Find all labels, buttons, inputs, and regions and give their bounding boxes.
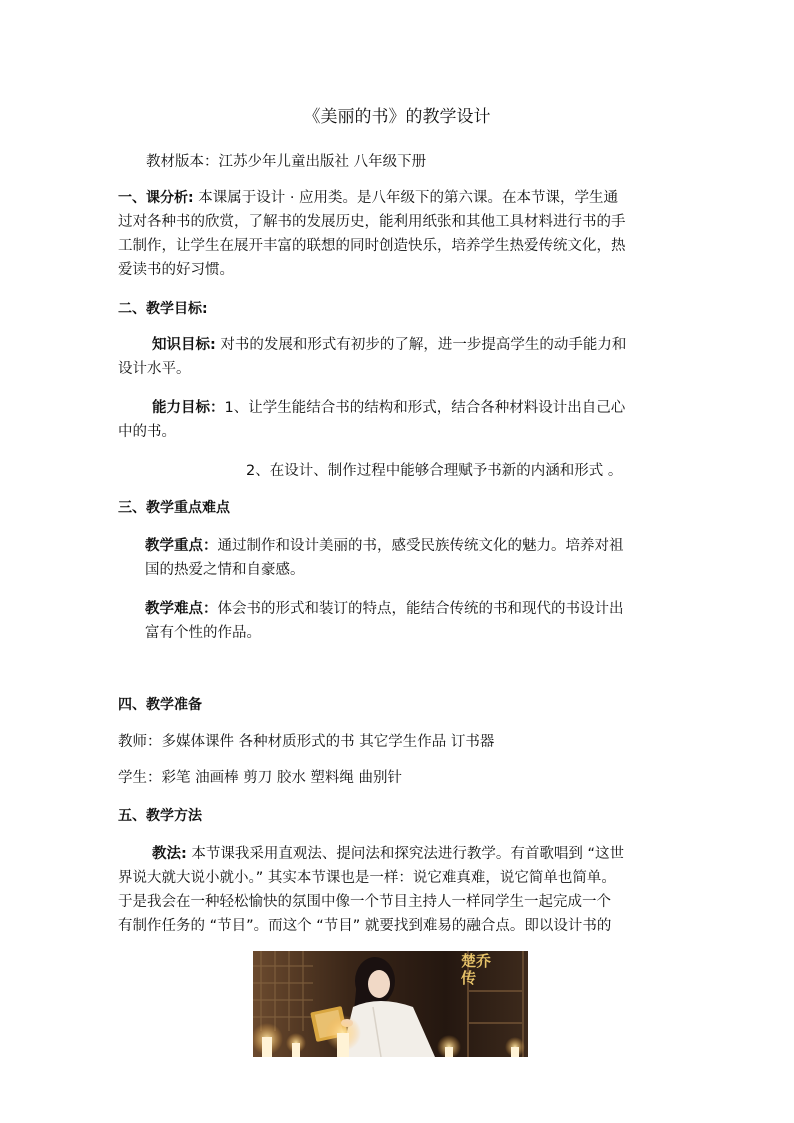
section-2-heading: 二、教学目标: <box>118 301 208 317</box>
difficulty-label: 教学难点： <box>145 601 218 617</box>
knowledge-goal-line-2: 设计水平。 <box>118 361 191 377</box>
section-1-heading: 一、课分析: <box>118 190 194 206</box>
section-4-heading: 四、教学准备 <box>118 697 202 713</box>
page-title: 《美丽的书》的教学设计 <box>303 107 491 127</box>
drama-logo-text: 楚乔传 <box>461 952 492 987</box>
ability-goal-2: 2、在设计、制作过程中能够合理赋予书新的内涵和形式 。 <box>246 463 623 479</box>
ability-goal-line-2: 中的书。 <box>118 424 176 440</box>
section-1-line-3: 工制作，让学生在展开丰富的联想的同时创造快乐，培养学生热爱传统文化，热 <box>118 238 626 254</box>
edition-line: 教材版本：江苏少年儿童出版社 八年级下册 <box>146 154 427 170</box>
method-text: 本节课我采用直观法、提问法和探究法进行教学。有首歌唱到 “这世 <box>191 846 625 862</box>
difficulty-line-1 <box>145 597 624 621</box>
ability-goal-label: 能力目标： <box>152 400 225 416</box>
key-point-label: 教学重点： <box>145 538 218 554</box>
method-line-1 <box>152 842 624 866</box>
method-line-2: 界说大就大说小就小。” 其实本节课也是一样：说它难真难，说它简单也简单。 <box>118 870 616 886</box>
section-1-line-2: 过对各种书的欣赏，了解书的发展历史，能利用纸张和其他工具材料进行书的手 <box>118 214 626 230</box>
key-point-text: 通过制作和设计美丽的书，感受民族传统文化的魅力。培养对祖 <box>217 538 624 554</box>
knowledge-goal-text: 对书的发展和形式有初步的了解，进一步提高学生的动手能力和 <box>220 337 627 353</box>
method-line-4: 有制作任务的 “节目”。而这个 “节目” 就要找到难易的融合点。即以设计书的 <box>118 918 612 934</box>
knowledge-goal-line-1 <box>152 333 626 357</box>
method-label: 教法: <box>152 846 187 862</box>
drama-still-image <box>253 951 528 1057</box>
section-5-heading: 五、教学方法 <box>118 808 202 824</box>
difficulty-line-2: 富有个性的作品。 <box>145 625 261 641</box>
key-point-line-2: 国的热爱之情和自豪感。 <box>145 562 305 578</box>
ability-goal-text: 1、让学生能结合书的结构和形式，结合各种材料设计出自己心 <box>224 400 626 416</box>
section-3-heading: 三、教学重点难点 <box>118 500 230 516</box>
difficulty-text: 体会书的形式和装订的特点，能结合传统的书和现代的书设计出 <box>217 601 624 617</box>
section-1-text: 本课属于设计 · 应用类。是八年级下的第六课。在本节课，学生通 <box>198 190 619 206</box>
student-materials: 学生：彩笔 油画棒 剪刀 胶水 塑料绳 曲别针 <box>118 770 403 786</box>
section-1-line-4: 爱读书的好习惯。 <box>118 262 234 278</box>
key-point-line-1 <box>145 534 624 558</box>
knowledge-goal-label: 知识目标: <box>152 337 216 353</box>
ability-goal-line-1 <box>152 396 625 420</box>
teacher-materials: 教师：多媒体课件 各种材质形式的书 其它学生作品 订书器 <box>118 734 495 750</box>
method-line-3: 于是我会在一种轻松愉快的氛围中像一个节目主持人一样同学生一起完成一个 <box>118 894 611 910</box>
section-1-line-1 <box>118 186 618 210</box>
